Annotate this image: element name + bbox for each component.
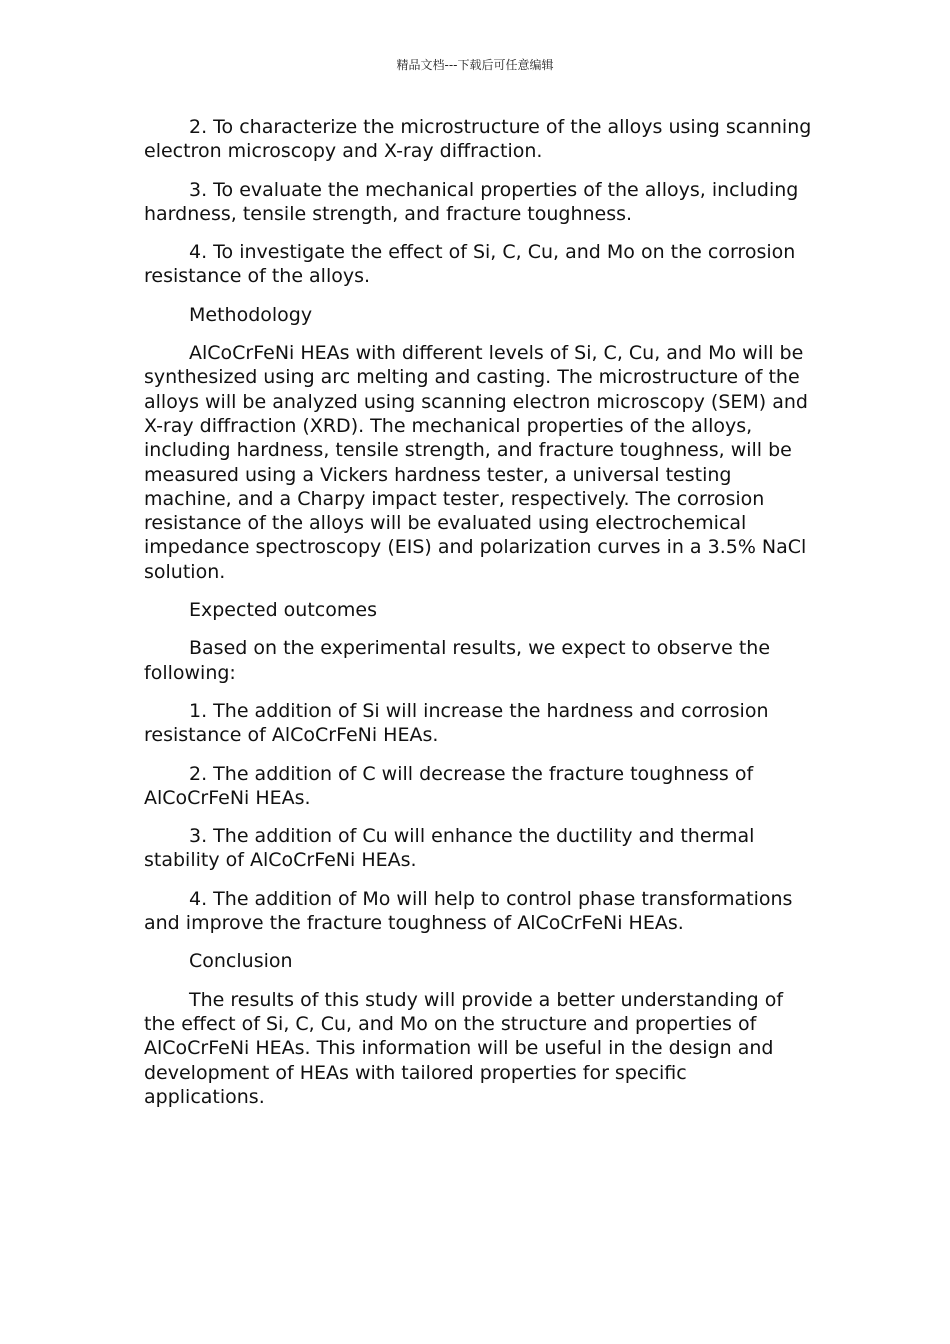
objective-2: 2. To characterize the microstructure of the alloys using scanning electron microscopy and X-ray diffraction. [144, 116, 812, 163]
document-body [144, 115, 812, 1123]
objective-4: 4. To investigate the effect of Si, C, Cu, and Mo on the corrosion resistance of the alloys. [144, 241, 796, 288]
page-header: 精品文档---下载后可任意编辑 [396, 58, 554, 72]
objective-3: 3. To evaluate the mechanical properties of the alloys, including hardness, tensile strength, and fracture toughness. [144, 178, 799, 225]
conclusion-paragraph: The results of this study will provide a better understanding of the effect of Si, C, Cu, and Mo on the structure and properties of AlCoCrFeNi HEAs. This information will be useful in the design and development of HEAs with tailored properties for specific applications. [144, 988, 784, 1108]
outcome-1: 1. The addition of Si will increase the hardness and corrosion resistance of AlCoCrFeNi HEAs. [144, 699, 769, 747]
heading-conclusion: Conclusion [189, 950, 293, 973]
outcome-3: 3. The addition of Cu will enhance the ductility and thermal stability of AlCoCrFeNi HEAs. [144, 825, 755, 872]
expected-intro-paragraph: Based on the experimental results, we expect to observe the following: [144, 637, 771, 684]
heading-methodology: Methodology [189, 303, 313, 326]
heading-expected-outcomes: Expected outcomes [189, 599, 377, 622]
methodology-paragraph: AlCoCrFeNi HEAs with different levels of Si, C, Cu, and Mo will be synthesized using arc melting and casting. The microstructure of the alloys will be analyzed using scanning electron microscopy (SEM) and X-ray diffraction (XRD). The mechanical properties of the alloys, including hardness, tensile strength, and fracture toughness, will be measured using a Vickers hardness tester, a universal testing machine, and a Charpy impact tester, respectively. The corrosion resistance of the alloys will be evaluated using electrochemical impedance spectroscopy (EIS) and polarization curves in a 3.5% NaCl solution. [144, 342, 808, 583]
outcome-2: 2. The addition of C will decrease the fracture toughness of AlCoCrFeNi HEAs. [144, 762, 754, 809]
outcome-4: 4. The addition of Mo will help to control phase transformations and improve the fracture toughness of AlCoCrFeNi HEAs. [144, 887, 793, 935]
